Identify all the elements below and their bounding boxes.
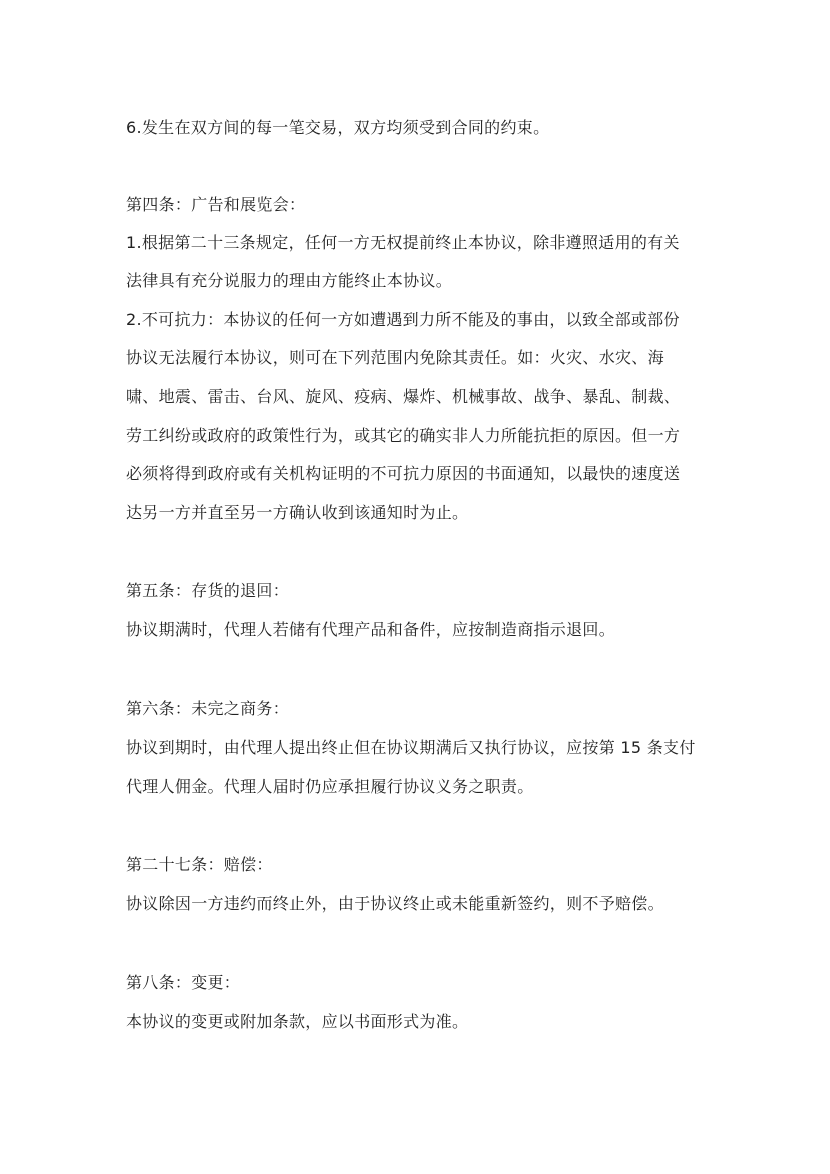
section-heading: 第五条：存货的退回：: [126, 581, 290, 600]
paragraph-line: 协议到期时，由代理人提出终止但在协议期满后又执行协议，应按第 15 条支付: [126, 738, 696, 757]
section-heading: 第二十七条：赔偿：: [126, 855, 273, 874]
paragraph-line: 达另一方并直至另一方确认收到该通知时为止。: [126, 503, 469, 522]
paragraph-line: 协议期满时，代理人若储有代理产品和备件，应按制造商指示退回。: [126, 620, 616, 639]
paragraph-line: 代理人佣金。代理人届时仍应承担履行协议义务之职责。: [126, 777, 534, 796]
paragraph-line: 2.不可抗力：本协议的任何一方如遭遇到力所不能及的事由，以致全部或部份: [126, 310, 680, 329]
section-heading: 第六条：未完之商务：: [126, 699, 290, 718]
paragraph-line: 啸、地震、雷击、台风、旋风、疫病、爆炸、机械事故、战争、暴乱、制裁、: [126, 387, 681, 406]
paragraph-line: 6.发生在双方间的每一笔交易，双方均须受到合同的约束。: [126, 118, 550, 137]
section-heading: 第八条：变更：: [126, 973, 241, 992]
paragraph-line: 法律具有充分说服力的理由方能终止本协议。: [126, 271, 453, 290]
section-heading: 第四条：广告和展览会：: [126, 195, 306, 214]
paragraph-line: 劳工纠纷或政府的政策性行为，或其它的确实非人力所能抗拒的原因。但一方: [126, 426, 681, 445]
paragraph-line: 协议除因一方违约而终止外，由于协议终止或未能重新签约，则不予赔偿。: [126, 894, 664, 913]
paragraph-line: 必须将得到政府或有关机构证明的不可抗力原因的书面通知，以最快的速度送: [126, 464, 681, 483]
paragraph-line: 本协议的变更或附加条款，应以书面形式为准。: [126, 1012, 469, 1031]
paragraph-line: 协议无法履行本协议，则可在下列范围内免除其责任。如：火灾、水灾、海: [126, 348, 664, 367]
paragraph-line: 1.根据第二十三条规定，任何一方无权提前终止本协议，除非遵照适用的有关: [126, 233, 680, 252]
